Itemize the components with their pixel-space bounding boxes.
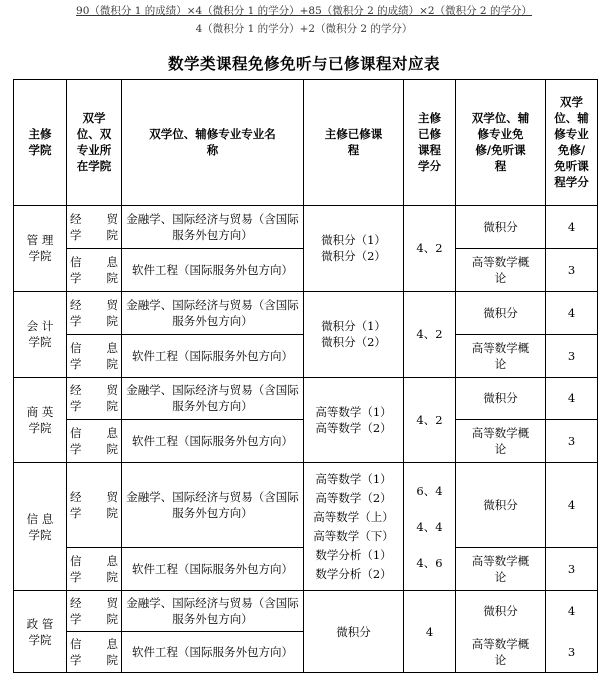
header-exempt-course: 双学位、辅 修专业免 修/免听课 程	[456, 80, 546, 206]
exempt-course-cell: 微积分	[456, 205, 546, 248]
major-credit-cell: 4	[404, 591, 456, 673]
major-college-cell: 会 计 学院	[14, 291, 67, 377]
major-course-cell: 微积分	[304, 591, 404, 673]
exempt-credit-cell: 3	[546, 632, 598, 673]
dual-college-cell: 信 息 学院	[67, 548, 122, 591]
dual-name-cell: 软件工程（国际服务外包方向）	[122, 248, 304, 291]
dual-name-cell: 软件工程（国际服务外包方向）	[122, 420, 304, 463]
formula-denominator: 4（微积分 1 的学分）+2（微积分 2 的学分）	[195, 23, 413, 35]
major-course-cell: 微积分（1） 微积分（2）	[304, 291, 404, 377]
major-credit-cell: 4、2	[404, 377, 456, 463]
major-course-cell: 微积分（1） 微积分（2）	[304, 205, 404, 291]
table-row	[14, 591, 598, 632]
exempt-course-cell: 高等数学概 论	[456, 248, 546, 291]
major-course-cell: 高等数学（1） 高等数学（2） 高等数学（上） 高等数学（下） 数学分析（1） 数学分析（2）	[304, 463, 404, 591]
major-college-cell: 商 英 学院	[14, 377, 67, 463]
header-exempt-credit: 双学 位、辅 修专业 免修/ 免听课 程学分	[546, 80, 598, 206]
dual-name-cell: 金融学、国际经济与贸易（含国际服务外包方向）	[122, 591, 304, 632]
dual-college-cell: 经 贸 学院	[67, 463, 122, 548]
exempt-course-cell: 微积分	[456, 291, 546, 334]
exempt-credit-cell: 3	[546, 420, 598, 463]
exempt-credit-cell: 4	[546, 463, 598, 548]
exempt-credit-cell: 4	[546, 291, 598, 334]
dual-name-cell: 金融学、国际经济与贸易（含国际服务外包方向）	[122, 291, 304, 334]
dual-name-cell: 金融学、国际经济与贸易（含国际服务外包方向）	[122, 377, 304, 420]
dual-name-cell: 软件工程（国际服务外包方向）	[122, 334, 304, 377]
dual-college-cell: 信 息 学院	[67, 420, 122, 463]
header-major-college: 主修 学院	[14, 80, 67, 206]
dual-name-cell: 金融学、国际经济与贸易（含国际服务外包方向）	[122, 205, 304, 248]
table-row	[14, 291, 598, 334]
dual-name-cell: 金融学、国际经济与贸易（含国际服务外包方向）	[122, 463, 304, 548]
dual-college-cell: 信 息 学院	[67, 248, 122, 291]
course-table	[13, 79, 598, 673]
major-credit-cell: 4、2	[404, 205, 456, 291]
exempt-course-cell: 高等数学概 论	[456, 632, 546, 673]
page-title: 数学类课程免修免听与已修课程对应表	[167, 55, 440, 73]
dual-name-cell: 软件工程（国际服务外包方向）	[122, 548, 304, 591]
exempt-course-cell: 高等数学概 论	[456, 548, 546, 591]
table-row	[14, 377, 598, 420]
major-course-cell: 高等数学（1） 高等数学（2）	[304, 377, 404, 463]
exempt-course-cell: 微积分	[456, 591, 546, 632]
header-major-course: 主修已修课 程	[304, 80, 404, 206]
exempt-credit-cell: 4	[546, 591, 598, 632]
dual-college-cell: 经 贸 学院	[67, 377, 122, 420]
table-header-row	[14, 80, 598, 206]
dual-college-cell: 信 息 学院	[67, 334, 122, 377]
formula-numerator: 90（微积分 1 的成绩）×4（微积分 1 的学分）+85（微积分 2 的成绩）×2（微积分 2 的学分）	[76, 5, 532, 17]
exempt-course-cell: 高等数学概 论	[456, 334, 546, 377]
exempt-credit-cell: 3	[546, 334, 598, 377]
header-dual-college: 双学 位、双 专业所 在学院	[67, 80, 122, 206]
header-dual-name: 双学位、辅修专业专业名 称	[122, 80, 304, 206]
major-college-cell: 政 管 学院	[14, 591, 67, 673]
major-credit-cell: 6、4 4、4 4、6	[404, 463, 456, 591]
exempt-credit-cell: 4	[546, 205, 598, 248]
dual-college-cell: 信 息 学院	[67, 632, 122, 673]
exempt-credit-cell: 3	[546, 548, 598, 591]
major-college-cell: 管 理 学院	[14, 205, 67, 291]
exempt-credit-cell: 3	[546, 248, 598, 291]
major-credit-cell: 4、2	[404, 291, 456, 377]
exempt-course-cell: 高等数学概 论	[456, 420, 546, 463]
table-row	[14, 463, 598, 548]
dual-college-cell: 经 贸 学院	[67, 591, 122, 632]
exempt-credit-cell: 4	[546, 377, 598, 420]
exempt-course-cell: 微积分	[456, 377, 546, 420]
header-major-credit: 主修 已修 课程 学分	[404, 80, 456, 206]
exempt-course-cell: 微积分	[456, 463, 546, 548]
major-college-cell: 信 息 学院	[14, 463, 67, 591]
dual-college-cell: 经 贸 学院	[67, 205, 122, 248]
dual-college-cell: 经 贸 学院	[67, 291, 122, 334]
table-row	[14, 205, 598, 248]
dual-name-cell: 软件工程（国际服务外包方向）	[122, 632, 304, 673]
